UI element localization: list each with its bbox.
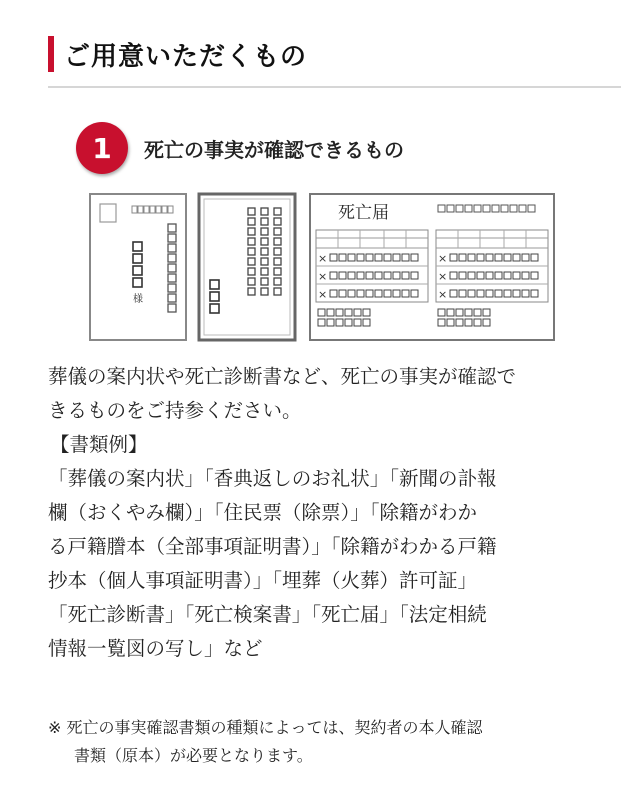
intro-text-line: 葬儀の案内状や死亡診断書など、死亡の事実が確認で [48, 365, 517, 388]
examples-text-line: 欄（おくやみ欄）」「住民票（除票）」「除籍がわか [48, 501, 478, 524]
heading-accent-bar [48, 36, 54, 72]
examples-text-line: 抄本（個人事項証明書）」「埋葬（火葬）許可証」 [48, 569, 478, 592]
envelope-stamp-text: 様 [133, 294, 143, 305]
document-examples-illustration [88, 192, 558, 342]
examples-text-line: 「死亡診断書」「死亡検案書」「死亡届」「法定相続 [48, 603, 487, 626]
footnote-line: ※ 死亡の事実確認書類の種類によっては、契約者の本人確認 [48, 718, 483, 737]
page-title: ご用意いただくもの [64, 41, 308, 72]
examples-text-line: 「葬儀の案内状」「香典返しのお礼状」「新聞の訃報 [48, 467, 497, 490]
step-number-badge: 1 [76, 122, 128, 174]
death-notice-form-illustration [310, 194, 554, 340]
footnote-line: 書類（原本）が必要となります。 [74, 746, 313, 765]
examples-text-line: る戸籍謄本（全部事項証明書）」「除籍がわかる戸籍 [48, 535, 497, 558]
heading-divider [48, 86, 621, 88]
section-heading [48, 34, 621, 74]
row-marker: × [318, 252, 328, 265]
envelope-illustration [90, 194, 186, 340]
examples-text-line: 情報一覧図の写し」など [48, 637, 263, 660]
intro-text-line: きるものをご持参ください。 [48, 399, 302, 422]
row-marker: × [438, 270, 448, 283]
row-marker: × [438, 288, 448, 301]
main-body [48, 360, 608, 666]
footnote [48, 714, 608, 770]
death-notice-title: 死亡届 [338, 203, 389, 223]
row-marker: × [318, 270, 328, 283]
row-marker: × [438, 252, 448, 265]
step-header [76, 122, 404, 174]
step-title: 死亡の事実が確認できるもの [144, 137, 404, 162]
row-marker: × [318, 288, 328, 301]
examples-heading: 【書類例】 [50, 433, 148, 456]
card-illustration [199, 194, 295, 340]
